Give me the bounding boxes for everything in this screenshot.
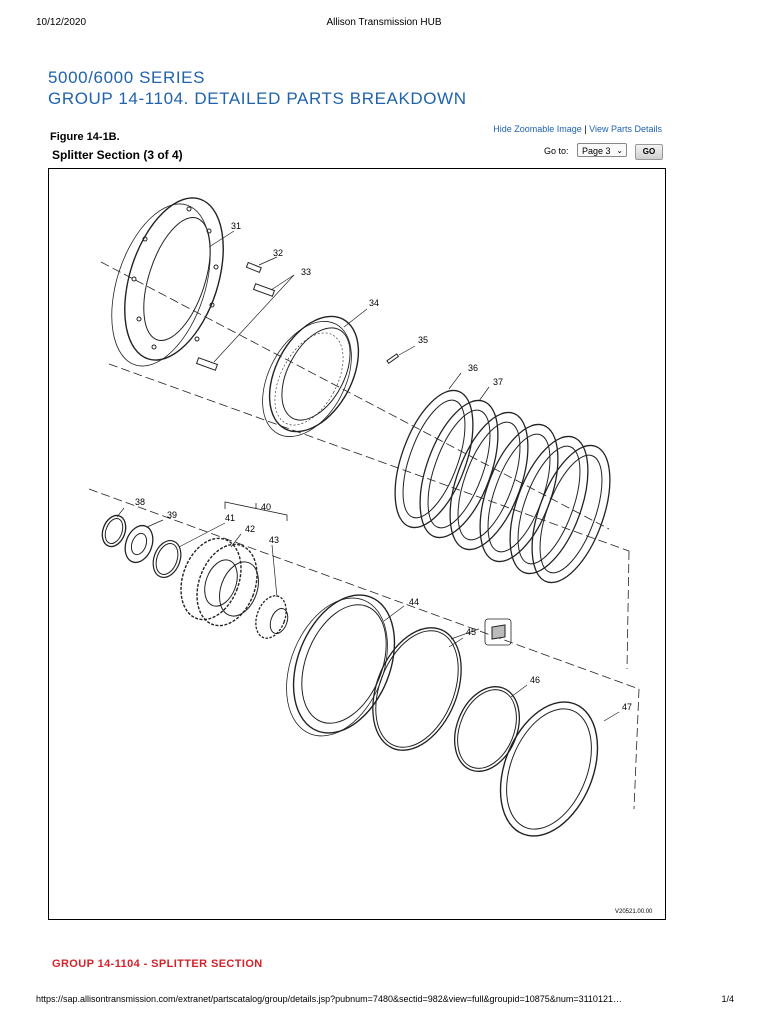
- footer-url: https://sap.allisontransmission.com/extranet/partscatalog/group/details.jsp?pubnum=7480&sectid=982&view=full&groupid=10875&num=3110121…: [36, 994, 622, 1004]
- part-35-pin: [387, 354, 399, 363]
- part-34-hub-ring: [244, 301, 376, 451]
- callout-32: 32: [273, 248, 284, 258]
- callout-42: 42: [245, 524, 256, 534]
- series-title: 5000/6000 SERIES: [48, 68, 206, 87]
- callout-34: 34: [369, 298, 380, 308]
- link-separator: |: [584, 124, 587, 134]
- part-42-gear: [170, 530, 267, 634]
- view-parts-details-link[interactable]: View Parts Details: [589, 124, 662, 134]
- part-44-piston: [267, 580, 413, 751]
- callout-41: 41: [225, 513, 236, 523]
- assembly-axis-lines: [89, 262, 639, 809]
- part-46-seal: [443, 677, 532, 781]
- callout-36: 36: [468, 363, 479, 373]
- callout-39: 39: [167, 510, 178, 520]
- callout-46: 46: [530, 675, 541, 685]
- part-31-flange-ring: [93, 186, 242, 379]
- part-43-small-gear: [250, 592, 291, 643]
- print-date: 10/12/2020: [36, 17, 87, 28]
- callout-37: 37: [493, 377, 504, 387]
- hide-zoomable-image-link[interactable]: Hide Zoomable Image: [493, 124, 582, 134]
- exploded-view-drawing: [49, 169, 667, 921]
- print-title: Allison Transmission HUB: [326, 17, 442, 28]
- chevron-down-icon: ⌄: [616, 146, 623, 155]
- part-47-snap-ring: [482, 688, 616, 851]
- callout-35: 35: [418, 335, 429, 345]
- callout-leaders: [117, 231, 619, 721]
- go-button[interactable]: GO: [635, 144, 663, 160]
- callout-43: 43: [269, 535, 280, 545]
- group-title: GROUP 14-1104. DETAILED PARTS BREAKDOWN: [48, 89, 467, 108]
- print-header: [0, 17, 768, 31]
- part-36-37-clutch-plates: [379, 380, 625, 592]
- figure-links: [493, 124, 662, 134]
- callout-40: 40: [261, 502, 272, 512]
- page-select[interactable]: [577, 143, 627, 157]
- callout-33: 33: [301, 267, 312, 277]
- callout-45: 45: [466, 627, 477, 637]
- part-32-pin: [246, 263, 261, 273]
- figure-caption: Splitter Section (3 of 4): [52, 148, 183, 162]
- part-33-pins: [197, 284, 275, 370]
- drawing-code: V20521.00.00: [615, 909, 653, 915]
- part-41-ring: [148, 537, 185, 582]
- splitter-section-link[interactable]: GROUP 14-1104 - SPLITTER SECTION: [52, 958, 263, 970]
- goto-label: Go to:: [544, 146, 569, 156]
- parts-diagram[interactable]: [48, 168, 666, 920]
- callout-47: 47: [622, 702, 633, 712]
- figure-number: Figure 14-1B.: [50, 131, 120, 143]
- page-select-value: Page 3: [582, 146, 611, 156]
- callout-44: 44: [409, 597, 420, 607]
- callout-31: 31: [231, 221, 242, 231]
- callout-38: 38: [135, 497, 146, 507]
- footer-page-count: 1/4: [721, 994, 734, 1004]
